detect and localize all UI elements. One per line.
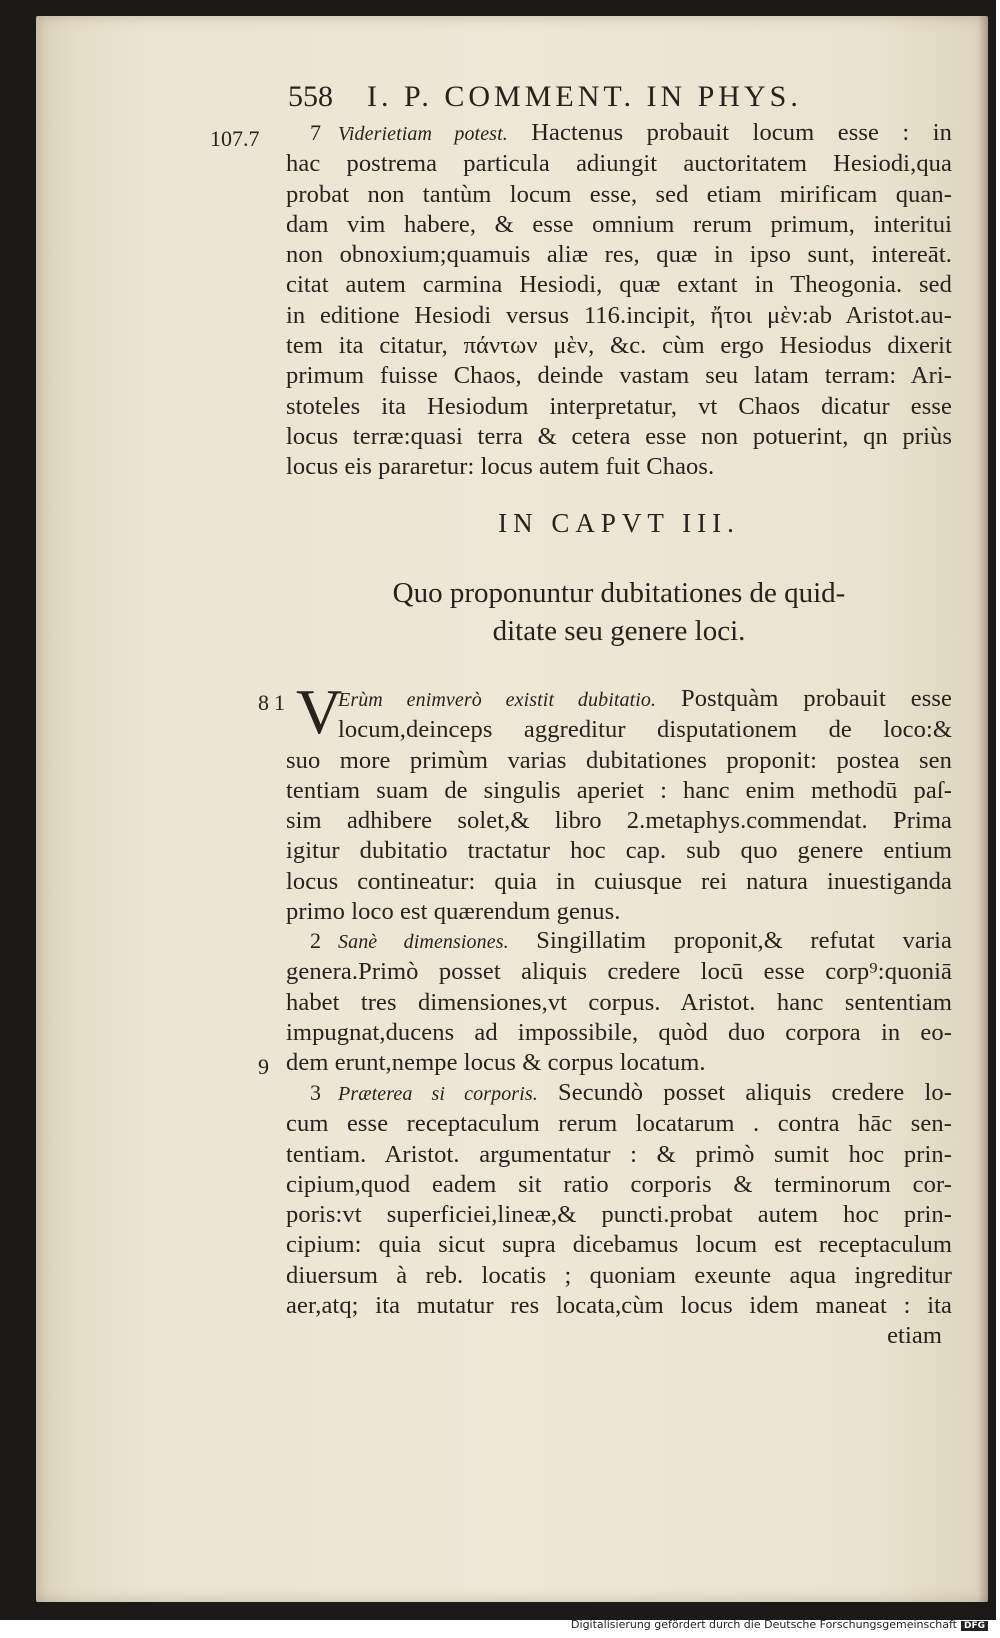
text-line: genera.Primò posset aliquis credere locū esse corp⁹:quoniā: [286, 958, 952, 986]
text-line-content: Hactenus probauit locum esse : in: [531, 119, 952, 146]
commentary-section-2: [286, 684, 952, 927]
lemma-number: 7: [310, 120, 322, 145]
digitization-credit: [571, 1618, 988, 1631]
commentary-section-3: [286, 926, 952, 1078]
commentary-section-1: [286, 118, 952, 483]
text-line: stoteles ita Hesiodum interpretatur, vt Chaos dicatur esse: [286, 392, 952, 420]
text-line: locum,deinceps aggreditur disputationem de loco:&: [338, 716, 952, 744]
text-line: [286, 118, 952, 149]
text-line-content: Singillatim proponit,& refutat varia: [536, 927, 952, 954]
text-line: igitur dubitatio tractatur hoc cap. sub quo genere entium: [286, 837, 952, 865]
text-line: dem erunt,nempe locus & corpus locatum.: [286, 1049, 706, 1077]
lemma: Erùm enimverò existit dubitatio.: [338, 689, 657, 711]
text-line: primum fuisse Chaos, deinde vastam seu latam terram: Ari-: [286, 362, 952, 390]
catchword: etiam: [887, 1322, 942, 1350]
text-line: suo more primùm varias dubitationes proponit: postea sen: [286, 746, 952, 774]
text-line: hac postrema particula adiungit auctoritatem Hesiodi,qua: [286, 150, 952, 178]
lemma-number: 3: [310, 1080, 322, 1105]
text-line: cipium,quod eadem sit ratio corporis & terminorum cor-: [286, 1170, 952, 1198]
chapter-subtitle-line: Quo proponuntur dubitationes de quid-: [392, 577, 846, 609]
text-line: habet tres dimensiones,vt corpus. Aristot. hanc sententiam: [286, 988, 952, 1016]
lemma: Viderietiam potest.: [338, 123, 508, 145]
text-line: cipium: quia sicut supra dicebamus locum est receptaculum: [286, 1231, 952, 1259]
text-line: impugnat,ducens ad impossibile, quòd duo corpora in eo-: [286, 1018, 952, 1046]
text-line-content: Secundò posset aliquis credere lo-: [558, 1079, 952, 1106]
drop-cap: V: [296, 676, 343, 747]
text-line: [286, 1078, 952, 1109]
text-line: primo loco est quærendum genus.: [286, 898, 621, 926]
margin-reference: 8: [258, 690, 269, 715]
page-number: 558: [288, 80, 333, 113]
lemma-number: 2: [310, 928, 322, 953]
text-line: cum esse receptaculum rerum locatarum . contra hāc sen-: [286, 1110, 952, 1138]
text-line: aer,atq; ita mutatur res locata,cùm locus idem maneat : ita: [286, 1292, 952, 1320]
text-line: probat non tantùm locum esse, sed etiam mirificam quan-: [286, 180, 952, 208]
text-line: diuersum à reb. locatis ; quoniam exeunte aqua ingreditur: [286, 1261, 952, 1289]
chapter-subtitle-line: ditate seu genere loci.: [492, 615, 746, 647]
text-line: non obnoxium;quamuis aliæ res, quæ in ipso sunt, intereāt.: [286, 241, 952, 269]
credit-text: Digitalisierung gefördert durch die Deutsche Forschungsgemeinschaft: [571, 1618, 957, 1631]
text-line: locus terræ:quasi terra & cetera esse non potuerint, qn priùs: [286, 422, 952, 450]
text-line: citat autem carmina Hesiodi, quæ extant in Theogonia. sed: [286, 271, 952, 299]
text-line: tentiam suam de singulis aperiet : hanc enim methodū paſ-: [286, 776, 952, 804]
lemma: Sanè dimensiones.: [338, 931, 509, 953]
running-head: [288, 80, 888, 114]
text-line: [286, 926, 952, 957]
paragraph-number: 1: [274, 690, 285, 715]
text-line: [286, 684, 952, 715]
text-line: dam vim habere, & esse omnium rerum primum, interitui: [286, 210, 952, 238]
running-title: I. P. COMMENT. IN PHYS.: [367, 80, 802, 113]
chapter-subtitle: [286, 574, 952, 650]
text-line: poris:vt superficiei,lineæ,& puncti.probat autem hoc prin-: [286, 1201, 952, 1229]
margin-reference: 107.7: [210, 126, 260, 151]
text-line: locus contineatur: quia in cuiusque rei natura inuestiganda: [286, 867, 952, 895]
lemma: Præterea si corporis.: [338, 1083, 538, 1105]
commentary-section-4: [286, 1078, 952, 1352]
margin-reference: 9: [258, 1054, 269, 1079]
text-line: tem ita citatur, πάντων μὲν, &c. cùm ergo Hesiodus dixerit: [286, 332, 952, 360]
text-line: sim adhibere solet,& libro 2.metaphys.commendat. Prima: [286, 807, 952, 835]
text-line-content: Postquàm probauit esse: [681, 685, 952, 712]
text-line: tentiam. Aristot. argumentatur : & primò sumit hoc prin-: [286, 1140, 952, 1168]
text-line: locus eis pararetur: locus autem fuit Chaos.: [286, 453, 715, 481]
chapter-title: IN CAPVT III.: [498, 508, 740, 538]
text-line: in editione Hesiodi versus 116.incipit, ἤτοι μὲν:ab Aristot.au-: [286, 301, 952, 329]
dfg-logo: DFG: [961, 1621, 988, 1631]
